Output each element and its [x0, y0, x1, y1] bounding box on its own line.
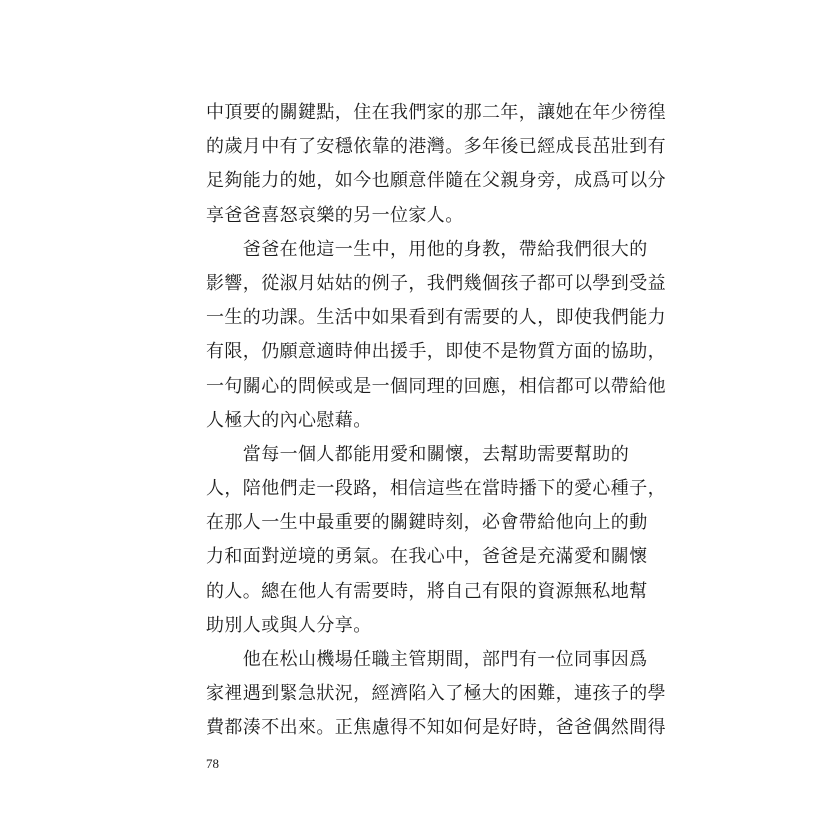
text-line: 力和面對逆境的勇氣。在我心中，爸爸是充滿愛和關懷: [206, 546, 648, 568]
text-line: 他在松山機場任職主管期間，部門有一位同事因爲: [206, 649, 648, 670]
text-line: 有限，仍願意適時伸出援手，即使不是物質方面的協助，: [206, 341, 666, 363]
text-line: 人極大的內心慰藉。: [206, 409, 372, 431]
text-line: 當每一個人都能用愛和關懷，去幫助需要幫助的: [206, 443, 630, 465]
text-line: 一生的功課。生活中如果看到有需要的人，即使我們能力: [206, 307, 666, 329]
page-number: 78: [206, 756, 219, 771]
text-line: 家裡遇到緊急狀況，經濟陷入了極大的困難，連孩子的學: [206, 683, 666, 705]
text-line: 的人。總在他人有需要時，將自己有限的資源無私地幫: [206, 580, 648, 602]
text-line: 足夠能力的她，如今也願意伴隨在父親身旁，成爲可以分: [206, 170, 666, 192]
body-text: [206, 96, 666, 746]
text-line: 的歲月中有了安穩依靠的港灣。多年後已經成長茁壯到有: [206, 136, 666, 158]
text-line: 中頂要的關鍵點，住在我們家的那二年，讓她在年少徬徨: [206, 102, 666, 123]
text-line: 助別人或與人分享。: [206, 614, 372, 636]
text-line: 人，陪他們走一段路，相信這些在當時播下的愛心種子，: [206, 478, 666, 500]
text-line: 爸爸在他這一生中，用他的身教，帶給我們很大的: [206, 238, 648, 260]
text-line: 享爸爸喜怒哀樂的另一位家人。: [206, 204, 464, 226]
text-line: 影響，從淑月姑姑的例子，我們幾個孩子都可以學到受益: [206, 272, 666, 294]
text-line: 費都湊不出來。正焦慮得不知如何是好時，爸爸偶然間得: [206, 717, 666, 739]
text-line: 一句關心的問候或是一個同理的回應，相信都可以帶給他: [206, 375, 666, 397]
text-line: 在那人一生中最重要的關鍵時刻，必會帶給他向上的動: [206, 512, 648, 534]
